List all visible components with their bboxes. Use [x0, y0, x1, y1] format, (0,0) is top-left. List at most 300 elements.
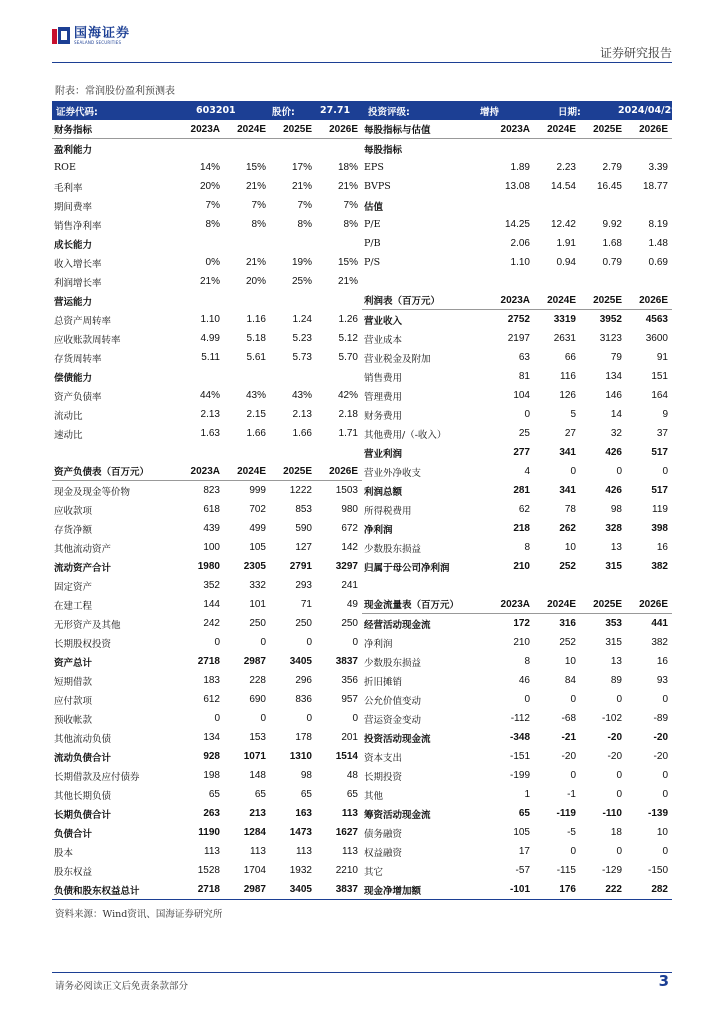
table-row	[52, 538, 362, 557]
table-row	[362, 861, 672, 880]
table-row	[362, 424, 672, 443]
cell-value: 13	[610, 656, 622, 667]
cell-value: 43%	[245, 390, 266, 401]
cell-value: 134	[203, 732, 220, 743]
row-label: 毛利率	[54, 182, 83, 194]
row-label: 经营活动现金流	[364, 619, 431, 631]
table-row	[52, 310, 362, 329]
cell-value: 44%	[199, 390, 220, 401]
cell-value: 18	[610, 827, 622, 838]
spacer-row	[362, 272, 672, 291]
cell-value: 201	[341, 732, 358, 743]
cell-value: 100	[203, 542, 220, 553]
cell-value: 66	[564, 352, 576, 363]
row-label: 每股指标与估值	[364, 125, 431, 136]
rating-label: 投资评级:	[368, 106, 410, 118]
cell-value: 113	[342, 846, 358, 857]
cell-value: -20	[561, 751, 576, 762]
cell-value: 142	[341, 542, 358, 553]
row-label: 应收款项	[54, 505, 93, 517]
footer-disclaimer: 请务必阅读正文后免责条款部分	[55, 981, 189, 992]
cell-value: 0	[306, 713, 312, 724]
cell-value: 148	[249, 770, 266, 781]
cell-value: 3.39	[648, 162, 668, 173]
cell-value: 316	[559, 618, 576, 629]
row-label: 筹资活动现金流	[364, 809, 431, 821]
cell-value: 0	[662, 694, 668, 705]
table-header-row	[362, 120, 672, 139]
cell-value: -102	[601, 713, 622, 724]
table-bottom-rule	[52, 899, 672, 900]
cell-value: 1980	[197, 561, 220, 572]
date-value: 2024/04/29	[618, 105, 678, 116]
cell-value: 356	[341, 675, 358, 686]
left-column	[52, 120, 362, 899]
table-row	[362, 747, 672, 766]
row-label: 存货净额	[54, 524, 93, 536]
cell-value: -112	[510, 713, 530, 724]
row-label: 流动资产合计	[54, 562, 112, 574]
table-row	[362, 671, 672, 690]
row-label: EPS	[364, 162, 384, 173]
row-label: 营运资金变动	[364, 714, 422, 726]
cell-value: 0	[214, 637, 220, 648]
cell-value: 3952	[599, 314, 622, 325]
cell-value: 957	[341, 694, 358, 705]
cell-value: 2197	[507, 333, 530, 344]
cell-value: 14%	[199, 162, 220, 173]
cell-value: 21%	[199, 276, 220, 287]
cell-value: 228	[249, 675, 266, 686]
table-caption: 附表：常润股份盈利预测表	[55, 86, 175, 97]
cell-value: 210	[513, 561, 530, 572]
cell-value: 13.08	[504, 181, 530, 192]
cell-value: 89	[610, 675, 622, 686]
row-label: 资产总计	[54, 657, 93, 669]
cell-value: 17	[518, 846, 530, 857]
cell-value: 353	[605, 618, 622, 629]
cell-value: 2025E	[593, 294, 622, 306]
cell-value: 853	[295, 504, 312, 515]
row-label: 其他流动资产	[54, 543, 112, 555]
row-label: 在建工程	[54, 600, 93, 612]
cell-value: -20	[607, 732, 622, 743]
cell-value: 3405	[289, 884, 312, 895]
row-label: 资产负债率	[54, 391, 102, 403]
cell-value: 1.89	[510, 162, 530, 173]
cell-value: 2.13	[200, 409, 220, 420]
cell-value: 0	[662, 466, 668, 477]
cell-value: 65	[300, 789, 312, 800]
cell-value: 1503	[335, 485, 358, 496]
row-label: 资本支出	[364, 752, 403, 764]
table-row	[362, 500, 672, 519]
table-row	[52, 196, 362, 215]
cell-value: 20%	[245, 276, 266, 287]
cell-value: 105	[513, 827, 530, 838]
cell-value: 37	[656, 428, 668, 439]
cell-value: 252	[559, 637, 576, 648]
row-label: 收入增长率	[54, 258, 102, 270]
table-row	[362, 158, 672, 177]
cell-value: 0	[524, 694, 530, 705]
cell-value: -1	[567, 789, 576, 800]
table-row	[52, 519, 362, 538]
cell-value: 8.19	[648, 219, 668, 230]
table-row	[362, 367, 672, 386]
row-label: 长期借款及应付债券	[54, 771, 140, 783]
cell-value: -20	[653, 751, 668, 762]
cell-value: 222	[605, 884, 622, 895]
right-column	[362, 120, 672, 899]
table-row	[362, 538, 672, 557]
cell-value: 252	[559, 561, 576, 572]
cell-value: 1.91	[556, 238, 576, 249]
row-label: 存货周转率	[54, 353, 102, 365]
page-number: 3	[658, 972, 669, 990]
cell-value: 296	[295, 675, 312, 686]
row-label: 公允价值变动	[364, 695, 422, 707]
cell-value: 332	[249, 580, 266, 591]
cell-value: 702	[249, 504, 266, 515]
row-label: 股东权益	[54, 866, 93, 878]
cell-value: 2025E	[593, 598, 622, 610]
cell-value: 282	[651, 884, 668, 895]
row-label: BVPS	[364, 181, 391, 192]
table-row	[52, 842, 362, 861]
cell-value: 13	[610, 542, 622, 553]
row-label: 其他费用/（-收入）	[364, 429, 447, 441]
cell-value: 8%	[343, 219, 358, 230]
cell-value: 2026E	[639, 598, 668, 610]
table-row	[362, 804, 672, 823]
table-row	[362, 177, 672, 196]
table-row	[52, 633, 362, 652]
cell-value: 2026E	[329, 465, 358, 477]
cell-value: 1284	[243, 827, 266, 838]
table-row	[52, 424, 362, 443]
table-row	[52, 405, 362, 424]
table-row	[52, 348, 362, 367]
cell-value: 836	[295, 694, 312, 705]
row-label: 长期股权投资	[54, 638, 112, 650]
cell-value: 517	[651, 447, 668, 458]
cell-value: -151	[509, 751, 530, 762]
cell-value: 7%	[205, 200, 220, 211]
row-label: 长期负债合计	[54, 809, 112, 821]
table-row	[52, 177, 362, 196]
cell-value: 2023A	[190, 465, 220, 477]
section-row	[52, 367, 362, 386]
cell-value: 1.68	[602, 238, 622, 249]
row-label: 所得税费用	[364, 505, 412, 517]
cell-value: 315	[605, 637, 622, 648]
header-divider	[52, 62, 672, 63]
cell-value: 105	[249, 542, 266, 553]
cell-value: 2.13	[292, 409, 312, 420]
table-header-row	[52, 120, 362, 139]
cell-value: 1.71	[338, 428, 358, 439]
cell-value: 8%	[297, 219, 312, 230]
table-row	[362, 690, 672, 709]
report-type: 证券研究报告	[599, 46, 672, 60]
cell-value: 10	[656, 827, 668, 838]
row-label: 速动比	[54, 429, 83, 441]
cell-value: 172	[513, 618, 530, 629]
row-label: 成长能力	[54, 239, 93, 251]
row-label: 股本	[54, 847, 74, 859]
brand-name-en: SEALAND SECURITIES	[74, 40, 122, 45]
row-label: 期间费率	[54, 201, 93, 213]
cell-value: 21%	[291, 181, 312, 192]
row-label: 固定资产	[54, 581, 93, 593]
cell-value: -150	[647, 865, 668, 876]
cell-value: 113	[250, 846, 266, 857]
cell-value: 1627	[335, 827, 358, 838]
row-label: 营业税金及附加	[364, 353, 431, 365]
cell-value: 17%	[291, 162, 312, 173]
cell-value: 218	[513, 523, 530, 534]
cell-value: 93	[656, 675, 668, 686]
table-row	[362, 633, 672, 652]
cell-value: 293	[295, 580, 312, 591]
cell-value: 426	[605, 485, 622, 496]
table-row	[362, 405, 672, 424]
table-row	[52, 576, 362, 595]
cell-value: 2210	[335, 865, 358, 876]
cell-value: 439	[203, 523, 220, 534]
table-row	[362, 842, 672, 861]
cell-value: 2718	[197, 656, 220, 667]
cell-value: 20%	[199, 181, 220, 192]
cell-value: 113	[341, 808, 358, 819]
cell-value: 2987	[243, 884, 266, 895]
table-row	[362, 329, 672, 348]
cell-value: 2024E	[237, 465, 266, 477]
cell-value: -199	[509, 770, 530, 781]
cell-value: 71	[300, 599, 312, 610]
row-label: 利润表（百万元）	[364, 296, 441, 307]
table-row	[52, 823, 362, 842]
row-label: 权益融资	[364, 847, 403, 859]
cell-value: 1514	[335, 751, 358, 762]
table-header-row	[52, 462, 362, 481]
table-row	[52, 500, 362, 519]
cell-value: 2023A	[190, 123, 220, 135]
cell-value: 499	[249, 523, 266, 534]
row-label: 其他长期负债	[54, 790, 112, 802]
price-label: 股价:	[272, 106, 295, 118]
cell-value: 1932	[289, 865, 312, 876]
cell-value: 32	[610, 428, 622, 439]
cell-value: 4.99	[200, 333, 220, 344]
cell-value: -115	[556, 865, 576, 876]
table-row	[362, 766, 672, 785]
sealand-logo-icon	[52, 27, 70, 45]
cell-value: 1310	[289, 751, 312, 762]
table-header-row	[362, 291, 672, 310]
cell-value: 250	[341, 618, 358, 629]
cell-value: 2024E	[237, 123, 266, 135]
cell-value: 1.16	[246, 314, 266, 325]
table-row	[52, 766, 362, 785]
cell-value: 2025E	[283, 465, 312, 477]
cell-value: 7%	[251, 200, 266, 211]
cell-value: 250	[295, 618, 312, 629]
cell-value: 1	[524, 789, 530, 800]
cell-value: 15%	[337, 257, 358, 268]
cell-value: 281	[513, 485, 530, 496]
row-label: 盈利能力	[54, 144, 93, 156]
cell-value: 1704	[243, 865, 266, 876]
cell-value: 21%	[245, 181, 266, 192]
cell-value: 8	[524, 542, 530, 553]
cell-value: 0%	[205, 257, 220, 268]
cell-value: 84	[564, 675, 576, 686]
cell-value: 65	[208, 789, 220, 800]
row-label: P/E	[364, 219, 381, 230]
cell-value: 3837	[335, 884, 358, 895]
row-label: 营运能力	[54, 296, 93, 308]
cell-value: 16	[656, 542, 668, 553]
table-topbar	[52, 101, 678, 120]
cell-value: 2023A	[500, 123, 530, 135]
cell-value: 2023A	[500, 294, 530, 306]
cell-value: 101	[249, 599, 266, 610]
row-label: 短期借款	[54, 676, 93, 688]
cell-value: 341	[559, 485, 576, 496]
section-row	[362, 196, 672, 215]
row-label: 现金净增加额	[364, 885, 422, 897]
cell-value: 1.10	[510, 257, 530, 268]
cell-value: 2305	[243, 561, 266, 572]
row-label: 折旧摊销	[364, 676, 403, 688]
section-row	[52, 234, 362, 253]
row-label: 净利润	[364, 638, 393, 650]
table-row	[52, 557, 362, 576]
table-row	[52, 728, 362, 747]
footer-divider	[52, 972, 672, 973]
table-row	[362, 215, 672, 234]
table-row	[52, 595, 362, 614]
cell-value: 3123	[599, 333, 622, 344]
cell-value: 263	[203, 808, 220, 819]
row-label: 销售费用	[364, 372, 403, 384]
price-value: 27.71	[320, 105, 351, 116]
cell-value: 2631	[553, 333, 576, 344]
row-label: 其他	[364, 790, 384, 802]
table-row	[52, 481, 362, 500]
cell-value: 2752	[507, 314, 530, 325]
cell-value: 5	[570, 409, 576, 420]
row-label: 负债和股东权益总计	[54, 885, 140, 897]
cell-value: 119	[652, 504, 668, 515]
cell-value: 1190	[198, 827, 220, 838]
cell-value: 10	[564, 542, 576, 553]
cell-value: 164	[651, 390, 668, 401]
cell-value: 144	[203, 599, 220, 610]
row-label: 现金及现金等价物	[54, 486, 131, 498]
cell-value: 672	[341, 523, 358, 534]
cell-value: 5.18	[246, 333, 266, 344]
cell-value: 999	[249, 485, 266, 496]
rating-value: 增持	[480, 106, 500, 118]
cell-value: 262	[559, 523, 576, 534]
cell-value: 213	[249, 808, 266, 819]
table-row	[362, 557, 672, 576]
row-label: 流动负债合计	[54, 752, 112, 764]
cell-value: 4563	[645, 314, 668, 325]
cell-value: 3297	[335, 561, 358, 572]
cell-value: 65	[518, 808, 530, 819]
cell-value: 0	[662, 789, 668, 800]
table-row	[362, 386, 672, 405]
cell-value: 2718	[197, 884, 220, 895]
cell-value: 2.23	[556, 162, 576, 173]
cell-value: 2026E	[639, 294, 668, 306]
cell-value: 382	[651, 637, 668, 648]
row-label: 管理费用	[364, 391, 403, 403]
cell-value: 3600	[645, 333, 668, 344]
cell-value: 14.54	[550, 181, 576, 192]
cell-value: 0	[570, 846, 576, 857]
cell-value: 612	[203, 694, 220, 705]
table-row	[52, 253, 362, 272]
row-label: 无形资产及其他	[54, 619, 121, 631]
cell-value: -129	[601, 865, 622, 876]
row-label: 利润总额	[364, 486, 403, 498]
cell-value: -110	[602, 808, 622, 819]
row-label: 营业利润	[364, 448, 403, 460]
row-label: 资产负债表（百万元）	[54, 467, 150, 478]
cell-value: 0	[524, 409, 530, 420]
cell-value: 113	[296, 846, 312, 857]
cell-value: 2024E	[547, 123, 576, 135]
cell-value: 151	[651, 371, 668, 382]
table-row	[362, 785, 672, 804]
cell-value: 43%	[291, 390, 312, 401]
table-row	[52, 272, 362, 291]
cell-value: 0	[616, 694, 622, 705]
cell-value: 27	[564, 428, 576, 439]
cell-value: 0	[570, 466, 576, 477]
cell-value: 1473	[289, 827, 312, 838]
cell-value: 25	[518, 428, 530, 439]
table-row	[362, 728, 672, 747]
cell-value: 0	[306, 637, 312, 648]
row-label: 应收账款周转率	[54, 334, 121, 346]
row-label: 负债合计	[54, 828, 93, 840]
cell-value: 277	[513, 447, 530, 458]
cell-value: 426	[605, 447, 622, 458]
cell-value: 14	[610, 409, 622, 420]
row-label: 其他流动负债	[54, 733, 112, 745]
cell-value: -139	[647, 808, 668, 819]
cell-value: 8%	[205, 219, 220, 230]
cell-value: 16.45	[596, 181, 622, 192]
cell-value: 2.06	[510, 238, 530, 249]
cell-value: 0	[616, 466, 622, 477]
row-label: 应付款项	[54, 695, 93, 707]
cell-value: 9	[662, 409, 668, 420]
cell-value: 0	[616, 770, 622, 781]
cell-value: 5.61	[246, 352, 266, 363]
cell-value: 0	[570, 770, 576, 781]
cell-value: 210	[513, 637, 530, 648]
row-label: 流动比	[54, 410, 83, 422]
table-row	[52, 386, 362, 405]
data-source: 资料来源：Wind资讯、国海证券研究所	[55, 909, 223, 920]
